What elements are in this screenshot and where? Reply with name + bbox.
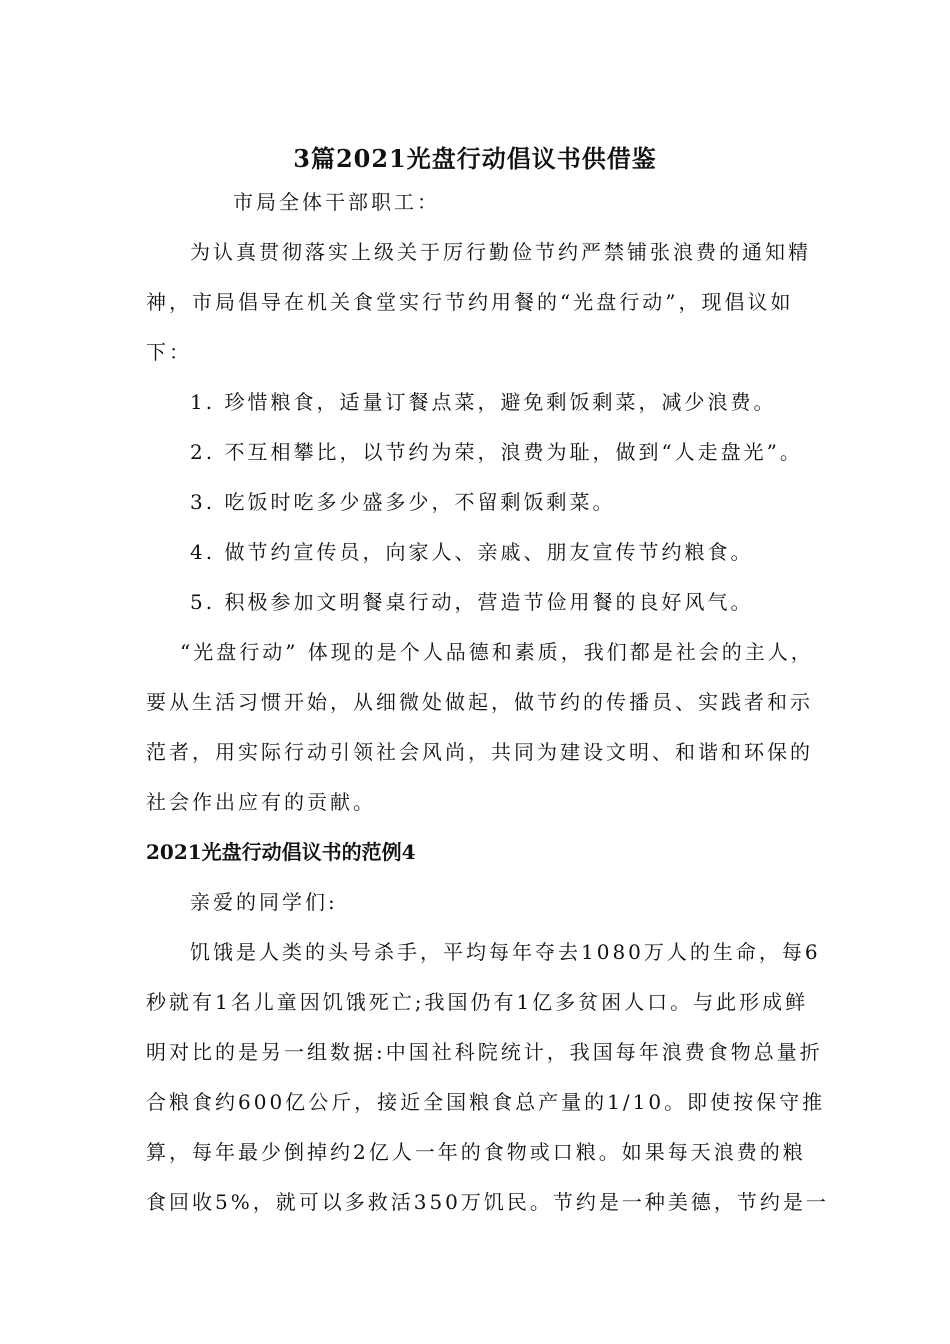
body-line-1: 饥饿是人类的头号杀手，平均每年夺去1080万人的生命，每6 <box>190 940 821 964</box>
list-item-2: 2. 不互相攀比，以节约为荣，浪费为耻，做到“人走盘光”。 <box>190 440 803 464</box>
body-line-4: 合粮食约600亿公斤，接近全国粮食总产量的1/10。即使按保守推 <box>146 1090 826 1114</box>
list-item-5: 5. 积极参加文明餐桌行动，营造节俭用餐的良好风气。 <box>190 590 754 614</box>
body-line-3: 明对比的是另一组数据:中国社科院统计，我国每年浪费食物总量折 <box>146 1040 823 1064</box>
intro-line-2: 神，市局倡导在机关食堂实行节约用餐的“光盘行动”，现倡议如 <box>146 290 794 314</box>
closing-line-4: 社会作出应有的贡献。 <box>146 790 376 814</box>
body-line-6: 食回收5%，就可以多救活350万饥民。节约是一种美德，节约是一 <box>146 1190 829 1214</box>
document-title: 3篇2021光盘行动倡议书供借鉴 <box>293 144 657 173</box>
body-line-2: 秒就有1名儿童因饥饿死亡;我国仍有1亿多贫困人口。与此形成鲜 <box>146 990 809 1014</box>
list-item-4: 4. 做节约宣传员，向家人、亲戚、朋友宣传节约粮食。 <box>190 540 754 564</box>
closing-line-1: “光盘行动” 体现的是个人品德和素质，我们都是社会的主人， <box>180 640 814 664</box>
intro-line-3: 下： <box>146 340 192 364</box>
salutation-line: 市局全体干部职工： <box>233 190 440 214</box>
section-heading: 2021光盘行动倡议书的范例4 <box>146 840 416 864</box>
section-salutation: 亲爱的同学们: <box>190 890 338 914</box>
intro-line-1: 为认真贯彻落实上级关于厉行勤俭节约严禁铺张浪费的通知精 <box>190 240 811 264</box>
closing-line-3: 范者，用实际行动引领社会风尚，共同为建设文明、和谐和环保的 <box>146 740 813 764</box>
list-item-1: 1. 珍惜粮食，适量订餐点菜，避免剩饭剩菜，减少浪费。 <box>190 390 777 414</box>
closing-line-2: 要从生活习惯开始，从细微处做起，做节约的传播员、实践者和示 <box>146 690 813 714</box>
list-item-3: 3. 吃饭时吃多少盛多少，不留剩饭剩菜。 <box>190 490 616 514</box>
body-line-5: 算，每年最少倒掉约2亿人一年的食物或口粮。如果每天浪费的粮 <box>146 1140 806 1164</box>
